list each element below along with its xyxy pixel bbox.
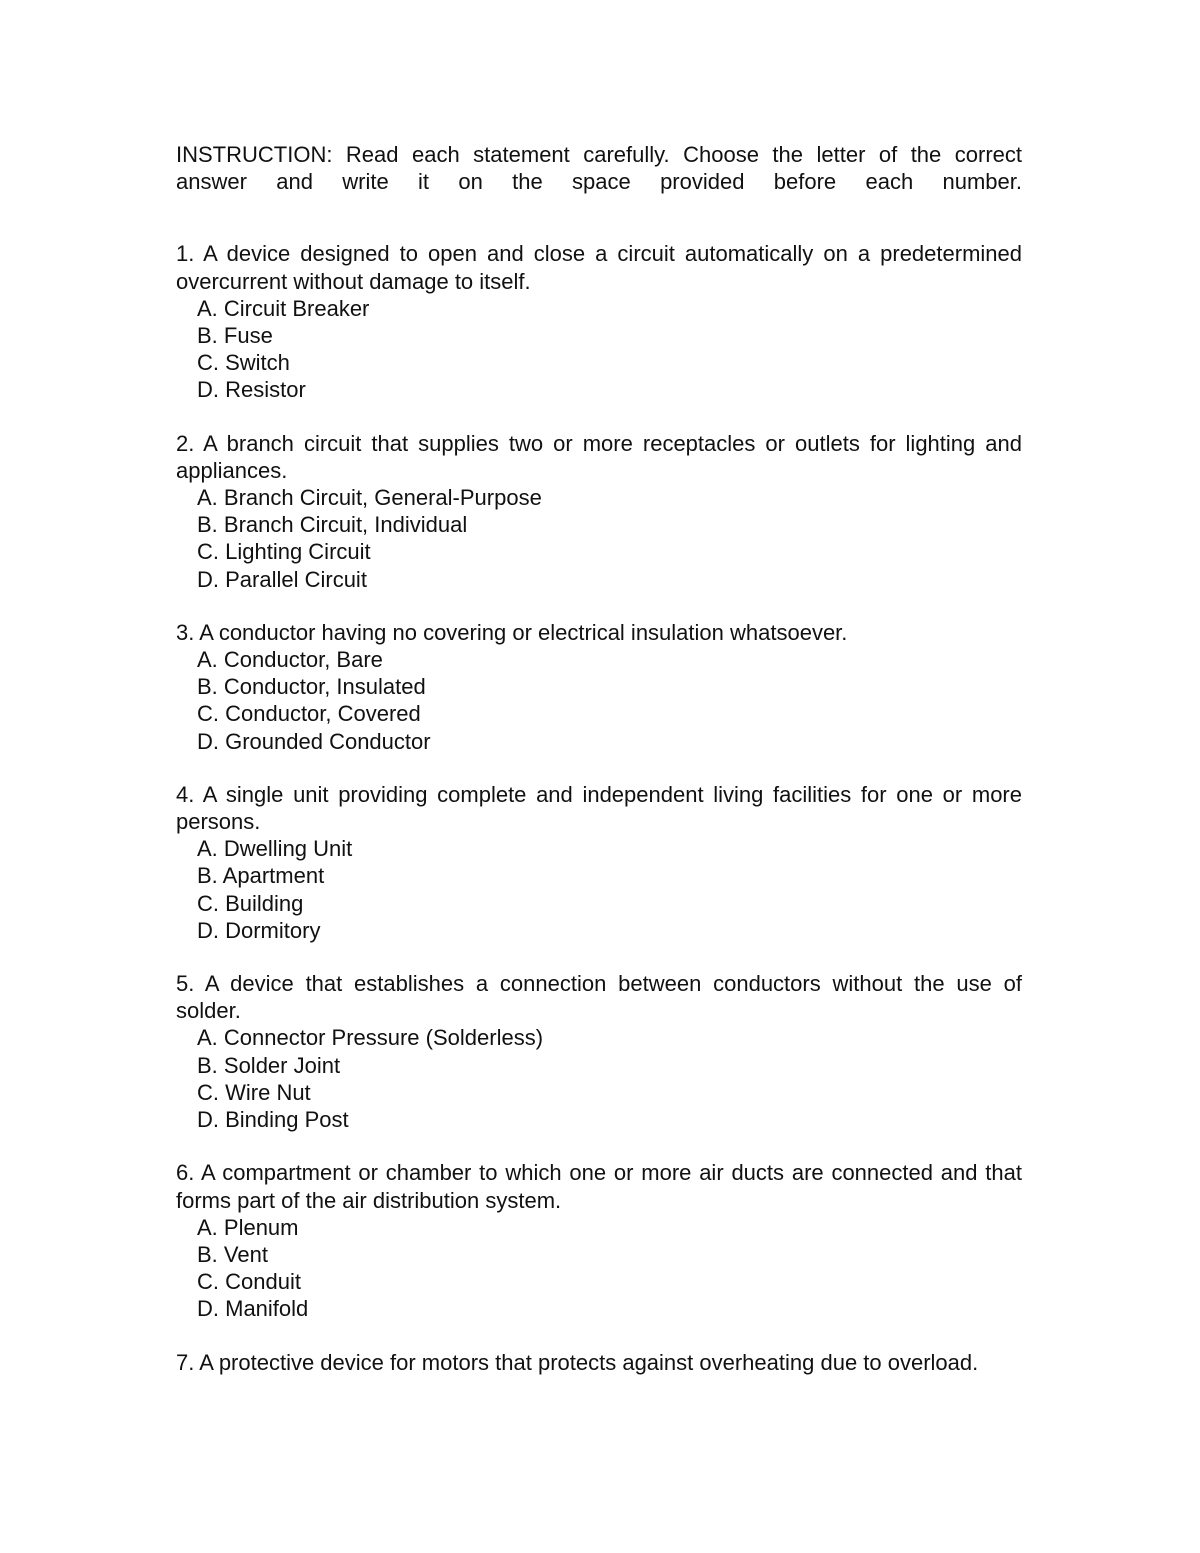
option-c: C. Lighting Circuit [197, 539, 371, 565]
document-page [176, 141, 1022, 1402]
option-a: A. Dwelling Unit [197, 836, 353, 862]
question-2 [176, 430, 1022, 593]
option-b: B. Vent [197, 1241, 268, 1267]
option-a: A. Conductor, Bare [197, 647, 383, 673]
question-stem: 7. A protective device for motors that protects against overheating due to overload. [176, 1349, 979, 1375]
question-6 [176, 1159, 1022, 1322]
question-stem: 3. A conductor having no covering or electrical insulation whatsoever. [176, 619, 848, 645]
option-a: A. Circuit Breaker [197, 295, 370, 321]
answer-options [176, 835, 1022, 944]
instruction-text: INSTRUCTION: Read each statement carefully. Choose the letter of the correct answer and write it on the space provided before each number. [176, 142, 1022, 195]
option-d: D. Grounded Conductor [197, 728, 431, 754]
question-7 [176, 1349, 1022, 1376]
option-b: B. Branch Circuit, Individual [197, 512, 468, 538]
option-d: D. Binding Post [197, 1107, 349, 1133]
question-stem: 5. A device that establishes a connection between conductors without the use of solder. [176, 971, 1022, 1024]
option-c: C. Conduit [197, 1269, 301, 1295]
question-3 [176, 619, 1022, 755]
option-b: B. Apartment [197, 863, 325, 889]
answer-options [176, 1024, 1022, 1133]
question-stem: 6. A compartment or chamber to which one or more air ducts are connected and that forms part of the air distribution system. [176, 1160, 1022, 1213]
option-b: B. Conductor, Insulated [197, 674, 426, 700]
answer-options [176, 1214, 1022, 1323]
answer-options [176, 646, 1022, 755]
answer-options [176, 295, 1022, 404]
question-5 [176, 970, 1022, 1133]
option-d: D. Dormitory [197, 917, 321, 943]
option-b: B. Fuse [197, 323, 273, 349]
option-a: A. Branch Circuit, General-Purpose [197, 485, 542, 511]
option-d: D. Manifold [197, 1296, 309, 1322]
question-4 [176, 781, 1022, 944]
question-stem: 4. A single unit providing complete and independent living facilities for one or more persons. [176, 781, 1022, 835]
option-c: C. Building [197, 890, 304, 916]
option-c: C. Conductor, Covered [197, 701, 421, 727]
option-a: A. Connector Pressure (Solderless) [197, 1025, 544, 1051]
option-c: C. Switch [197, 350, 290, 376]
answer-options [176, 484, 1022, 593]
option-d: D. Parallel Circuit [197, 566, 367, 592]
option-b: B. Solder Joint [197, 1052, 341, 1078]
option-a: A. Plenum [197, 1214, 299, 1240]
question-stem: 2. A branch circuit that supplies two or more receptacles or outlets for lighting and appliances. [176, 430, 1022, 483]
question-stem: 1. A device designed to open and close a circuit automatically on a predetermined overcurrent without damage to itself. [176, 241, 1022, 294]
question-1 [176, 240, 1022, 403]
option-d: D. Resistor [197, 377, 306, 403]
option-c: C. Wire Nut [197, 1079, 311, 1105]
